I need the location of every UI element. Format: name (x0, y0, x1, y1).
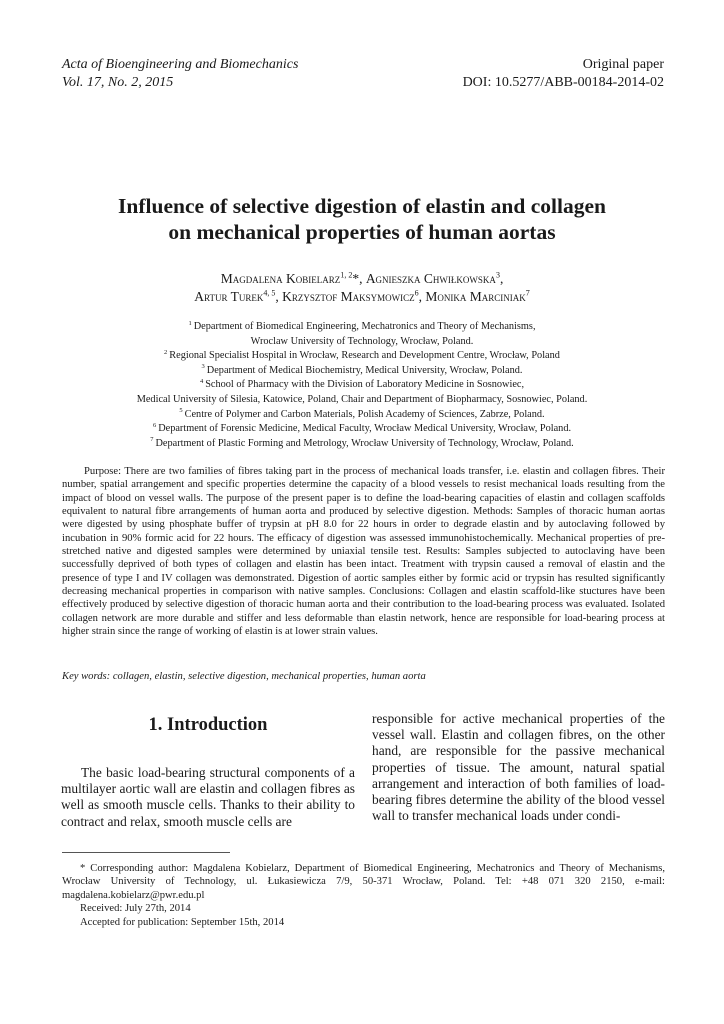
affiliation-number: 7 (150, 436, 154, 444)
author-affiliation-mark: 7 (525, 288, 530, 298)
footnote-divider (62, 852, 230, 853)
accepted-date: Accepted for publication: September 15th, 2014 (80, 916, 285, 928)
affiliation-number: 1 (188, 319, 192, 327)
paper-meta-header (463, 56, 664, 92)
affiliation-text: Centre of Polymer and Carbon Materials, Polish Academy of Sciences, Zabrze, Poland. (184, 408, 545, 420)
received-date: Received: July 27th, 2014 (80, 903, 191, 915)
author-affiliation-mark: 6 (414, 288, 419, 298)
affiliation-text: Medical University of Silesia, Katowice, Poland, Chair and Department of Biopharmacy, Sosnowiec, Poland. (136, 393, 588, 405)
affiliation-number: 2 (164, 348, 168, 356)
author-affiliation-mark: 4, 5 (263, 288, 276, 298)
author-affiliation-mark: 3 (495, 270, 500, 280)
author-name: Magdalena Kobielarz (220, 271, 341, 286)
affiliation-item (60, 378, 664, 393)
affiliation-number: 5 (179, 407, 183, 415)
journal-name: Acta of Bioengineering and Biomechanics (62, 57, 299, 72)
affiliation-text: Department of Biomedical Engineering, Mechatronics and Theory of Mechanisms, (193, 321, 536, 332)
author-separator: , (418, 289, 426, 304)
abstract: Purpose: There are two families of fibres taking part in the process of mechanical loads transfer, i.e. elastin and collagen fibres. Their number, spatial arrangement and specific properties determine the capacity of a blood vessels to resist mechanical loads resulting from the impact of blood on vessel walls. The purpose of the present paper is to define the load-bearing capacities of elastin and collagen scaffolds equivalent to natural fibre arrangements of human aorta and produced by selective digestion. Methods: Samples of thoracic human aortas were digested by using phosphate buffer of trypsin at pH 8.0 for 22 hours in order to degrade elastin and by autoclaving followed by incubation in 90% formic acid for 22 hours. The efficacy of digestion was assessed immunohistochemically. Mechanical properties of pre-stretched native and digested samples were determined by uniaxial tensile test. Results: Samples subjected to autoclaving have been successfully deprived of both types of collagen and elastin has been intact. Treatment with trypsin caused a removal of elastin and the presence of type I and IV collagen was demonstrated. Digestion of aortic samples either by formic acid or trypsin has resulted significantly decreasing mechanical properties in comparison with native samples. Conclusions: Collagen and elastin scaffold-like stuctures have been effectively produced by selective digestion of thoracic human aorta and their contribution to the load-bearing process was evaluated. Isolated collagen network are more durable and stiffer and less deformable than elastin network, hence are responsible for load-bearing process at higher strain since the range of working of elastin is at lower strain values. (62, 466, 665, 638)
journal-header (62, 56, 298, 92)
affiliation-number: 4 (199, 377, 204, 385)
author-name: Artur Turek (194, 289, 264, 304)
affiliation-item (60, 422, 664, 437)
section-heading: 1. Introduction (148, 715, 268, 735)
footnotes (62, 862, 665, 929)
author-separator: , (499, 271, 504, 286)
author-name: Agnieszka Chwiłkowska (365, 271, 496, 286)
author-line-1 (60, 270, 664, 288)
affiliation-text: School of Pharmacy with the Division of Laboratory Medicine in Sosnowiec, (205, 379, 525, 391)
affiliation-item (60, 320, 664, 335)
affiliation-item (60, 349, 664, 364)
paper-type: Original paper (582, 57, 664, 72)
body-paragraph: responsible for active mechanical properties of the vessel wall. Elastin and collagen fibres, on the other hand, are responsible for the passive mechanical properties of tissue. The amount, natural spatial arrangement and interaction of both families of load-bearing fibres determine the ability of the blood vessel wall to transfer mechanical loads under condi- (372, 711, 665, 824)
body-paragraph: The basic load-bearing structural components of a multilayer aortic wall are elastin and collagen fibres as well as smooth muscle cells. Thanks to their ability to contract and relax, smooth muscle cells are (61, 765, 355, 829)
affiliation-text: Regional Specialist Hospital in Wrocław, Research and Development Centre, Wrocław, Poland (169, 350, 560, 362)
affiliation-text: Department of Plastic Forming and Metrology, Wrocław University of Technology, Wrocław, Poland. (155, 437, 574, 449)
author-list (60, 270, 664, 306)
body-column-right (372, 711, 665, 824)
keywords-label: Key words (62, 671, 107, 682)
doi: DOI: 10.5277/ABB-00184-2014-02 (462, 75, 664, 90)
body-column-left (61, 709, 355, 830)
keywords-text: : collagen, elastin, selective digestion, mechanical properties, human aorta (106, 671, 426, 682)
paper-title (60, 193, 664, 245)
author-affiliation-mark: 1, 2 (340, 270, 353, 280)
affiliation-number: 3 (201, 363, 205, 371)
keywords (62, 670, 665, 684)
author-name: Monika Marciniak (425, 289, 526, 304)
affiliation-item (60, 437, 664, 452)
affiliation-text: Department of Forensic Medicine, Medical Faculty, Wrocław Medical University, Wrocław, Poland. (158, 423, 572, 435)
author-line-2 (60, 288, 664, 306)
corresponding-mark: *, (352, 271, 366, 286)
author-separator: , (275, 289, 283, 304)
affiliation-text: Department of Medical Biochemistry, Medical University, Wrocław, Poland. (206, 364, 523, 376)
journal-volume: Vol. 17, No. 2, 2015 (62, 75, 174, 90)
affiliation-number: 6 (152, 421, 157, 429)
affiliation-text: Wroclaw University of Technology, Wrocław, Poland. (250, 335, 474, 347)
affiliation-item (60, 364, 664, 379)
affiliation-item-continued (60, 335, 664, 350)
author-name: Krzysztof Maksymowicz (282, 289, 415, 304)
affiliation-item-continued (60, 393, 664, 408)
corresponding-author-note: * Corresponding author: Magdalena Kobielarz, Department of Biomedical Engineering, Mechatronics and Theory of Mechanisms, Wrocław University of Technology, ul. Łukasiewicza 7/9, 50-371 Wrocław, Poland. Tel: +48 071 320 2150, e-mail: magdalena.kobielarz@pwr.edu.pl (62, 863, 665, 901)
affiliation-item (60, 408, 664, 423)
affiliation-list (60, 320, 664, 451)
title-line-2: on mechanical properties of human aortas (168, 220, 556, 244)
title-line-1: Influence of selective digestion of elastin and collagen (118, 194, 606, 218)
